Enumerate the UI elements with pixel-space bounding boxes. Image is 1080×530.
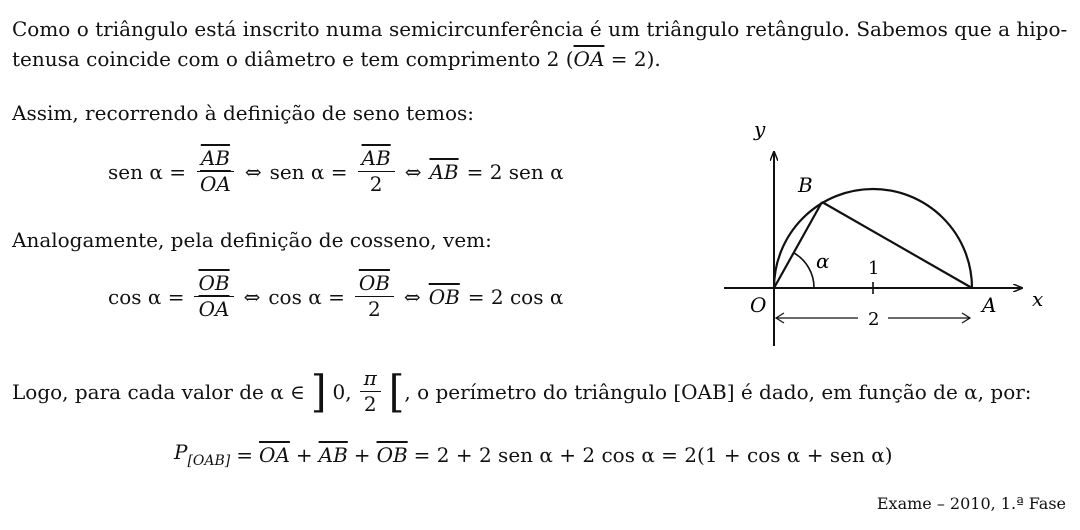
iff-symbol: ⇔ (403, 284, 421, 309)
sine-intro-text: Assim, recorrendo à definição de seno temos: (12, 101, 475, 125)
intro-paragraph (12, 14, 1068, 74)
x-axis-label: x (1032, 287, 1044, 311)
denominator-two: 2 (368, 297, 381, 321)
segment-AB: $\overline{AB}$ (429, 159, 459, 184)
segment-AB: $\overline{AB}$ (200, 146, 230, 170)
exam-source-footer: Exame – 2010, 1.ª Fase (876, 494, 1066, 513)
iff-symbol: ⇔ (244, 159, 262, 184)
segment-AB: $\overline{AB}$ (318, 442, 348, 467)
dimension-two-label: 2 (868, 309, 880, 330)
iff-symbol: ⇔ (404, 159, 422, 184)
intro-line-2: tenusa coincide com o diâmetro e tem comprimento 2 $(\overline{OA} = 2)$. (12, 47, 661, 71)
interval-zero: 0, (332, 379, 352, 404)
cosine-result: = 2 cos α (467, 284, 564, 309)
perimeter-subscript: [OAB] (187, 453, 231, 469)
intro-line-1: Como o triângulo está inscrito numa semicircunferência é um triângulo retângulo. Sabemos que a hipo- (12, 17, 1068, 41)
tick-one-label: 1 (868, 258, 880, 279)
segment-OA: OA (198, 297, 230, 321)
sine-fraction-1 (196, 148, 235, 195)
conclusion-prefix: Logo, para cada valor de α ∈ (12, 379, 305, 404)
perimeter-result: = 2 + 2 sen α + 2 cos α = 2(1 + cos α + sen α) (413, 442, 893, 467)
conclusion-suffix: , o perímetro do triângulo [OAB] é dado, em função de α, por: (404, 379, 1032, 404)
cosine-fraction-2 (355, 273, 394, 320)
cosine-fraction-1 (194, 273, 233, 320)
sine-equation (108, 148, 564, 195)
angle-alpha-label: α (816, 249, 830, 273)
perimeter-equation: $P_{[OAB]}$ = $\overline{OA}$ + $\overline{AB}$ + $\overline{OB}$ = 2 + 2 sen α + 2 cos α = 2(1 + cos α + sen α) (174, 440, 893, 469)
point-A-label: A (982, 293, 997, 317)
two: 2 (363, 392, 377, 416)
cosine-lhs: cos α = (108, 284, 185, 309)
segment-OB: $\overline{OB}$ (376, 442, 408, 467)
y-axis-label: y (754, 117, 766, 141)
segment-OB: $\overline{OB}$ (358, 271, 390, 295)
cosine-mid: cos α = (268, 284, 345, 309)
pi-symbol: π (360, 368, 381, 392)
perimeter-symbol: $P_{[OAB]}$ (174, 440, 231, 469)
open-interval-bracket: ] (310, 366, 327, 417)
sine-lhs: sen α = (108, 159, 186, 184)
iff-symbol: ⇔ (243, 284, 261, 309)
sine-fraction-2 (358, 148, 395, 195)
point-B-label: B (798, 173, 813, 197)
segment-OA: OA (199, 172, 231, 196)
semicircle-triangle-diagram (718, 112, 1058, 352)
close-interval-bracket: [ (388, 366, 405, 417)
angle-alpha-arc (794, 253, 814, 288)
segment-OA: $\overline{OA}$ (259, 442, 290, 467)
sine-mid: sen α = (269, 159, 348, 184)
sine-result: = 2 sen α (466, 159, 564, 184)
conclusion-line (12, 368, 1032, 415)
pi-over-two-fraction (360, 368, 381, 415)
segment-OB: $\overline{OB}$ (198, 271, 230, 295)
denominator-two: 2 (369, 172, 383, 196)
segment-AB: $\overline{AB}$ (361, 146, 391, 170)
segment-OB: $\overline{OB}$ (428, 284, 460, 309)
cosine-equation (108, 273, 563, 320)
cosine-intro-text: Analogamente, pela definição de cosseno, vem: (12, 228, 492, 252)
segment-AB-line (822, 202, 972, 288)
segment-OB-line (774, 202, 822, 288)
point-O-label: O (750, 293, 767, 317)
segment-OA: $\overline{OA}$ (573, 47, 605, 71)
